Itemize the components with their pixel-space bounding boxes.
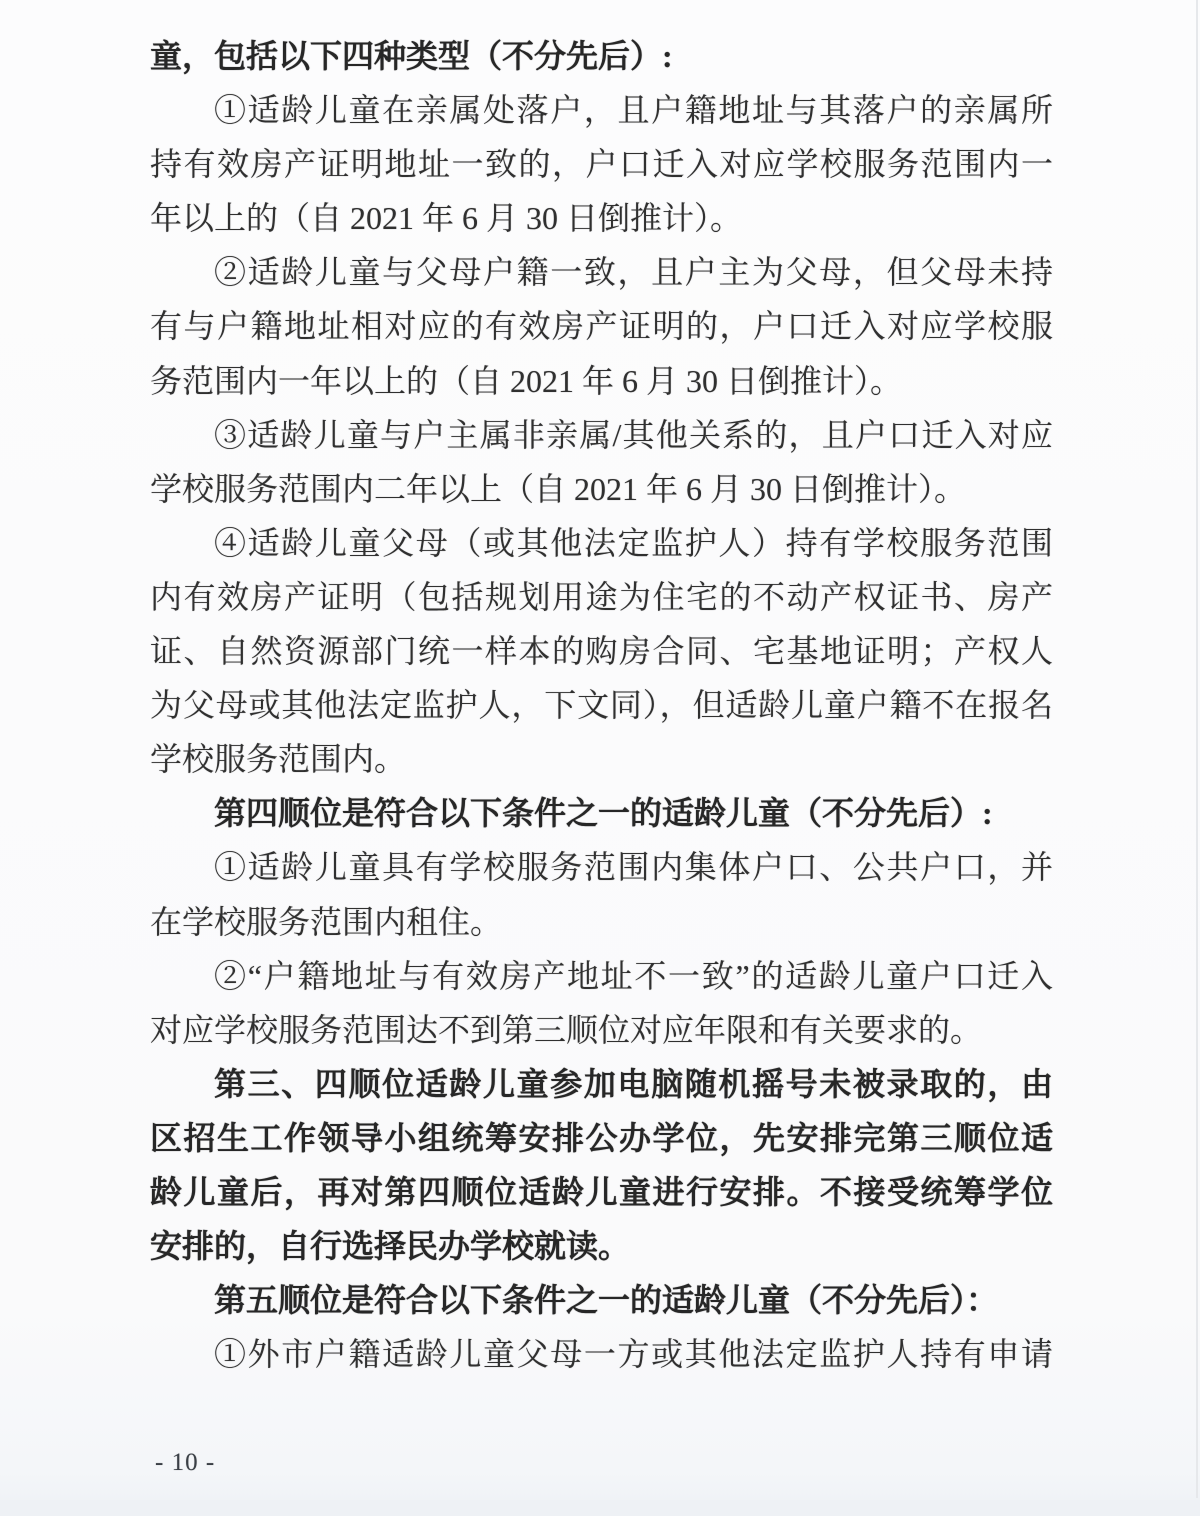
text-line: 在学校服务范围内租住。 (150, 903, 503, 940)
text-line: 证、自然资源部门统一样本的购房合同、宅基地证明；产权人 (150, 633, 1053, 670)
text-line: 学校服务范围内。 (150, 741, 407, 778)
text-line: 内有效房产证明（包括规划用途为住宅的不动产权证书、房产 (150, 578, 1053, 615)
text-line: ②适龄儿童与父母户籍一致，且户主为父母，但父母未持 (214, 254, 1053, 291)
text-line: ②“户籍地址与有效房产地址不一致”的适龄儿童户口迁入 (214, 957, 1053, 994)
text-line-heading: 第五顺位是符合以下条件之一的适龄儿童（不分先后）： (214, 1282, 999, 1319)
text-line: ④适龄儿童父母（或其他法定监护人）持有学校服务范围 (214, 524, 1053, 561)
text-line: ③适龄儿童与户主属非亲属/其他关系的，且户口迁入对应 (214, 416, 1053, 453)
page-number: - 10 - (155, 1449, 216, 1476)
scan-edge-line (1196, 0, 1198, 1498)
text-line: 学校服务范围内二年以上（自 2021 年 6 月 30 日倒推计）。 (150, 470, 967, 507)
text-line: 童，包括以下四种类型（不分先后）: (150, 38, 673, 74)
text-line: 年以上的（自 2021 年 6 月 30 日倒推计）。 (150, 200, 743, 237)
text-line-heading: 龄儿童后，再对第四顺位适龄儿童进行安排。不接受统筹学位 (150, 1173, 1053, 1210)
text-line: 对应学校服务范围达不到第三顺位对应年限和有关要求的。 (150, 1011, 983, 1048)
text-line-heading: 区招生工作领导小组统筹安排公办学位，先安排完第三顺位适 (150, 1119, 1053, 1156)
text-line: ①适龄儿童在亲属处落户，且户籍地址与其落户的亲属所 (214, 92, 1053, 129)
text-line: 持有效房产证明地址一致的，户口迁入对应学校服务范围内一 (150, 146, 1053, 183)
text-line: ①适龄儿童具有学校服务范围内集体户口、公共户口，并 (214, 849, 1053, 886)
text-line-heading: 第三、四顺位适龄儿童参加电脑随机摇号未被录取的，由 (214, 1065, 1053, 1102)
body-text (150, 29, 1053, 1381)
text-line: 有与户籍地址相对应的有效房产证明的，户口迁入对应学校服 (150, 308, 1053, 345)
text-line: ①外市户籍适龄儿童父母一方或其他法定监护人持有申请 (214, 1336, 1053, 1373)
text-line-heading: 安排的，自行选择民办学校就读。 (150, 1228, 631, 1265)
page-footer (155, 1449, 215, 1477)
scan-bottom-band (0, 1500, 1200, 1516)
text-line: 务范围内一年以上的（自 2021 年 6 月 30 日倒推计）。 (150, 362, 903, 399)
text-line-heading: 第四顺位是符合以下条件之一的适龄儿童（不分先后）: (214, 795, 993, 832)
text-line: 为父母或其他法定监护人，下文同），但适龄儿童户籍不在报名 (150, 687, 1053, 724)
